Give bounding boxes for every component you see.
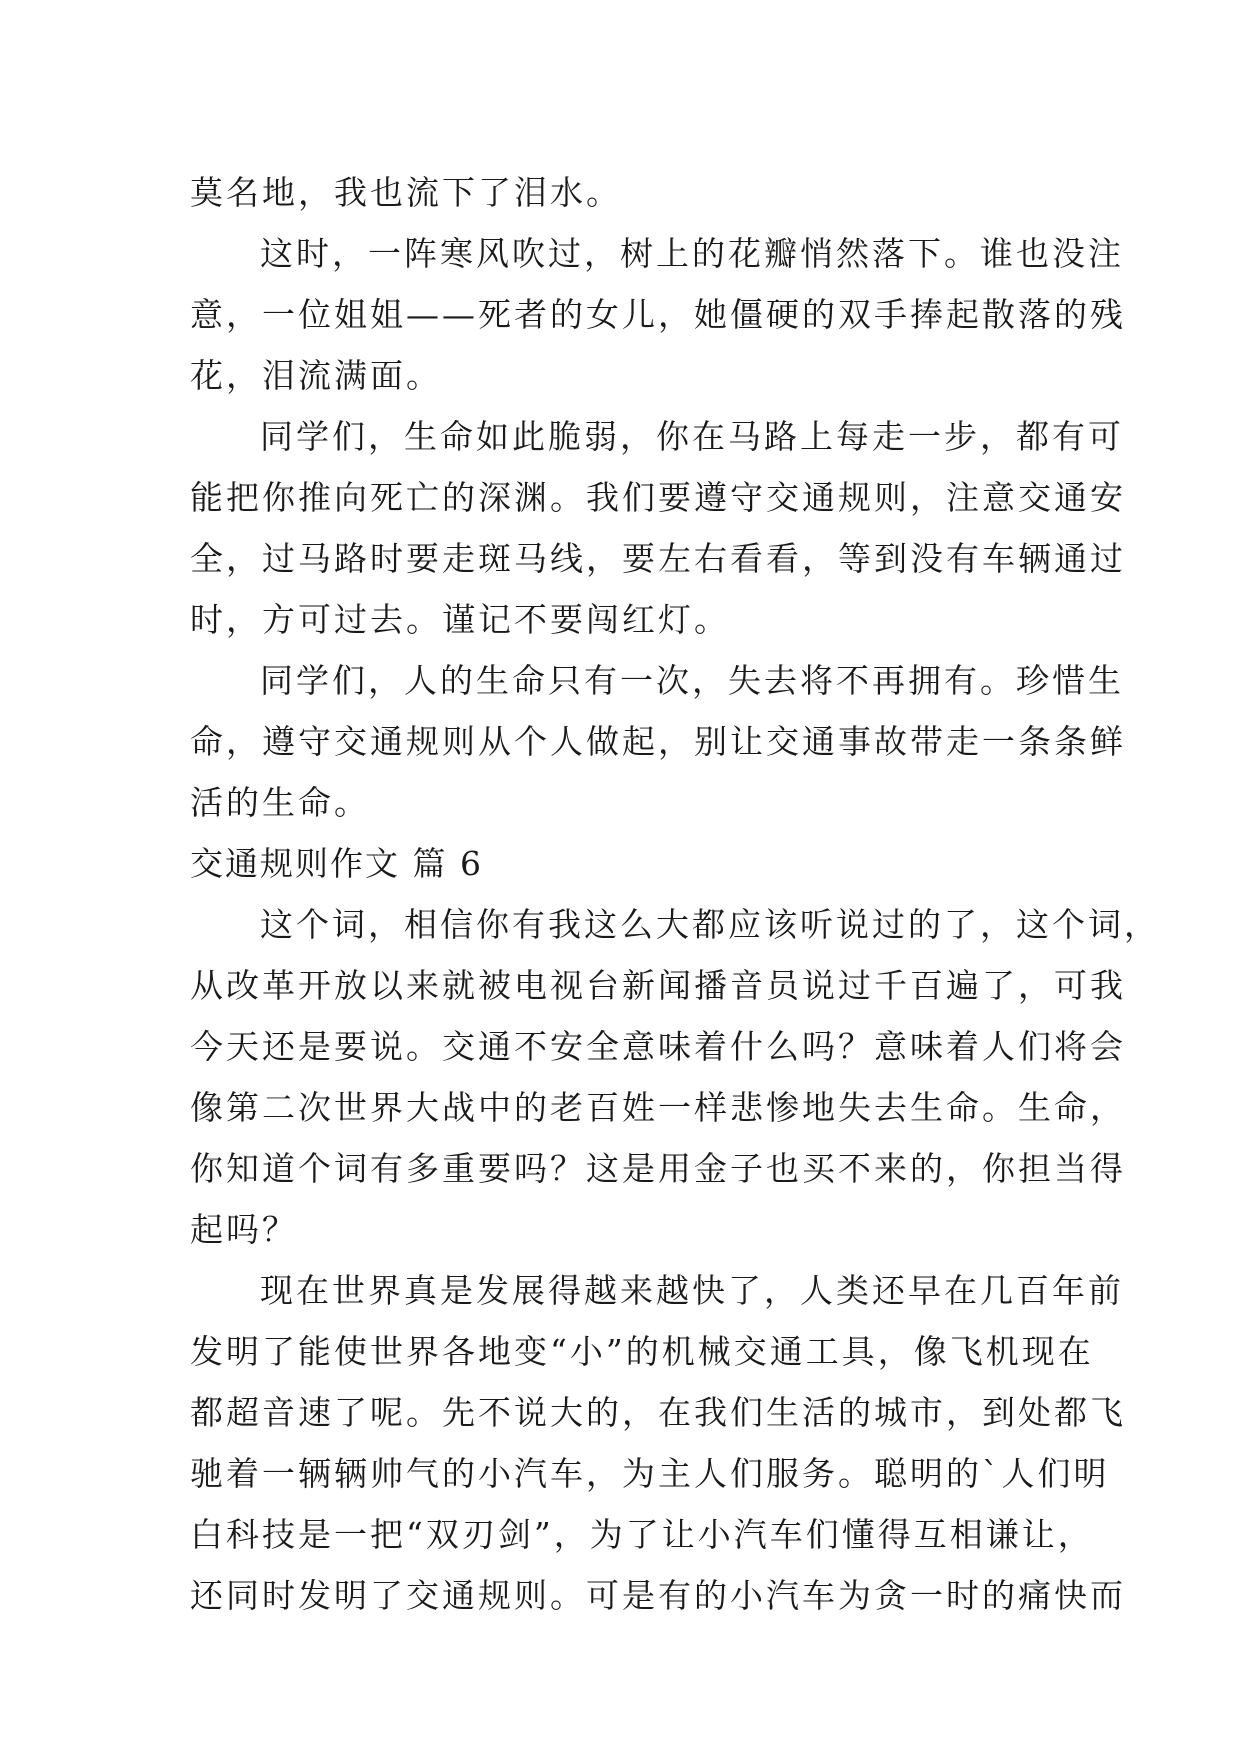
text-line: 像第二次世界大战中的老百姓一样悲惨地失去生命。生命，: [190, 1088, 1126, 1127]
text-line: 时，方可过去。谨记不要闯红灯。: [190, 600, 730, 639]
body-text: [190, 162, 1160, 1626]
text-line: 意，一位姐姐——死者的女儿，她僵硬的双手捧起散落的残: [190, 295, 1126, 334]
text-line: 白科技是一把“双刃剑”，为了让小汽车们懂得互相谦让，: [190, 1515, 1094, 1554]
text-line: 驰着一辆辆帅气的小汽车，为主人们服务。聪明的`人们明: [190, 1454, 1110, 1493]
text-line: 命，遵守交通规则从个人做起，别让交通事故带走一条条鲜: [190, 722, 1126, 761]
text-line: 从改革开放以来就被电视台新闻播音员说过千百遍了，可我: [190, 966, 1126, 1005]
text-line: 同学们，人的生命只有一次，失去将不再拥有。珍惜生: [260, 661, 1124, 700]
text-line: 现在世界真是发展得越来越快了，人类还早在几百年前: [260, 1271, 1124, 1310]
text-line: 你知道个词有多重要吗？这是用金子也买不来的，你担当得: [190, 1149, 1126, 1188]
text-line: 同学们，生命如此脆弱，你在马路上每走一步，都有可: [260, 417, 1124, 456]
text-line: 今天还是要说。交通不安全意味着什么吗？意味着人们将会: [190, 1027, 1126, 1066]
text-line: 起吗？: [190, 1210, 298, 1249]
text-line: 发明了能使世界各地变“小”的机械交通工具，像飞机现在: [190, 1332, 1094, 1371]
text-line: 花，泪流满面。: [190, 356, 442, 395]
text-line: 全，过马路时要走斑马线，要左右看看，等到没有车辆通过: [190, 539, 1126, 578]
text-line: 这时，一阵寒风吹过，树上的花瓣悄然落下。谁也没注: [260, 234, 1124, 273]
text-line: 活的生命。: [190, 783, 370, 822]
text-line: 还同时发明了交通规则。可是有的小汽车为贪一时的痛快而: [190, 1576, 1126, 1615]
text-line: 都超音速了呢。先不说大的，在我们生活的城市，到处都飞: [190, 1393, 1126, 1432]
text-line: 能把你推向死亡的深渊。我们要遵守交通规则，注意交通安: [190, 478, 1126, 517]
section-heading: 交通规则作文 篇 6: [190, 844, 483, 883]
text-line: 这个词，相信你有我这么大都应该听说过的了，这个词，: [260, 905, 1160, 944]
text-line: 莫名地，我也流下了泪水。: [190, 173, 622, 212]
